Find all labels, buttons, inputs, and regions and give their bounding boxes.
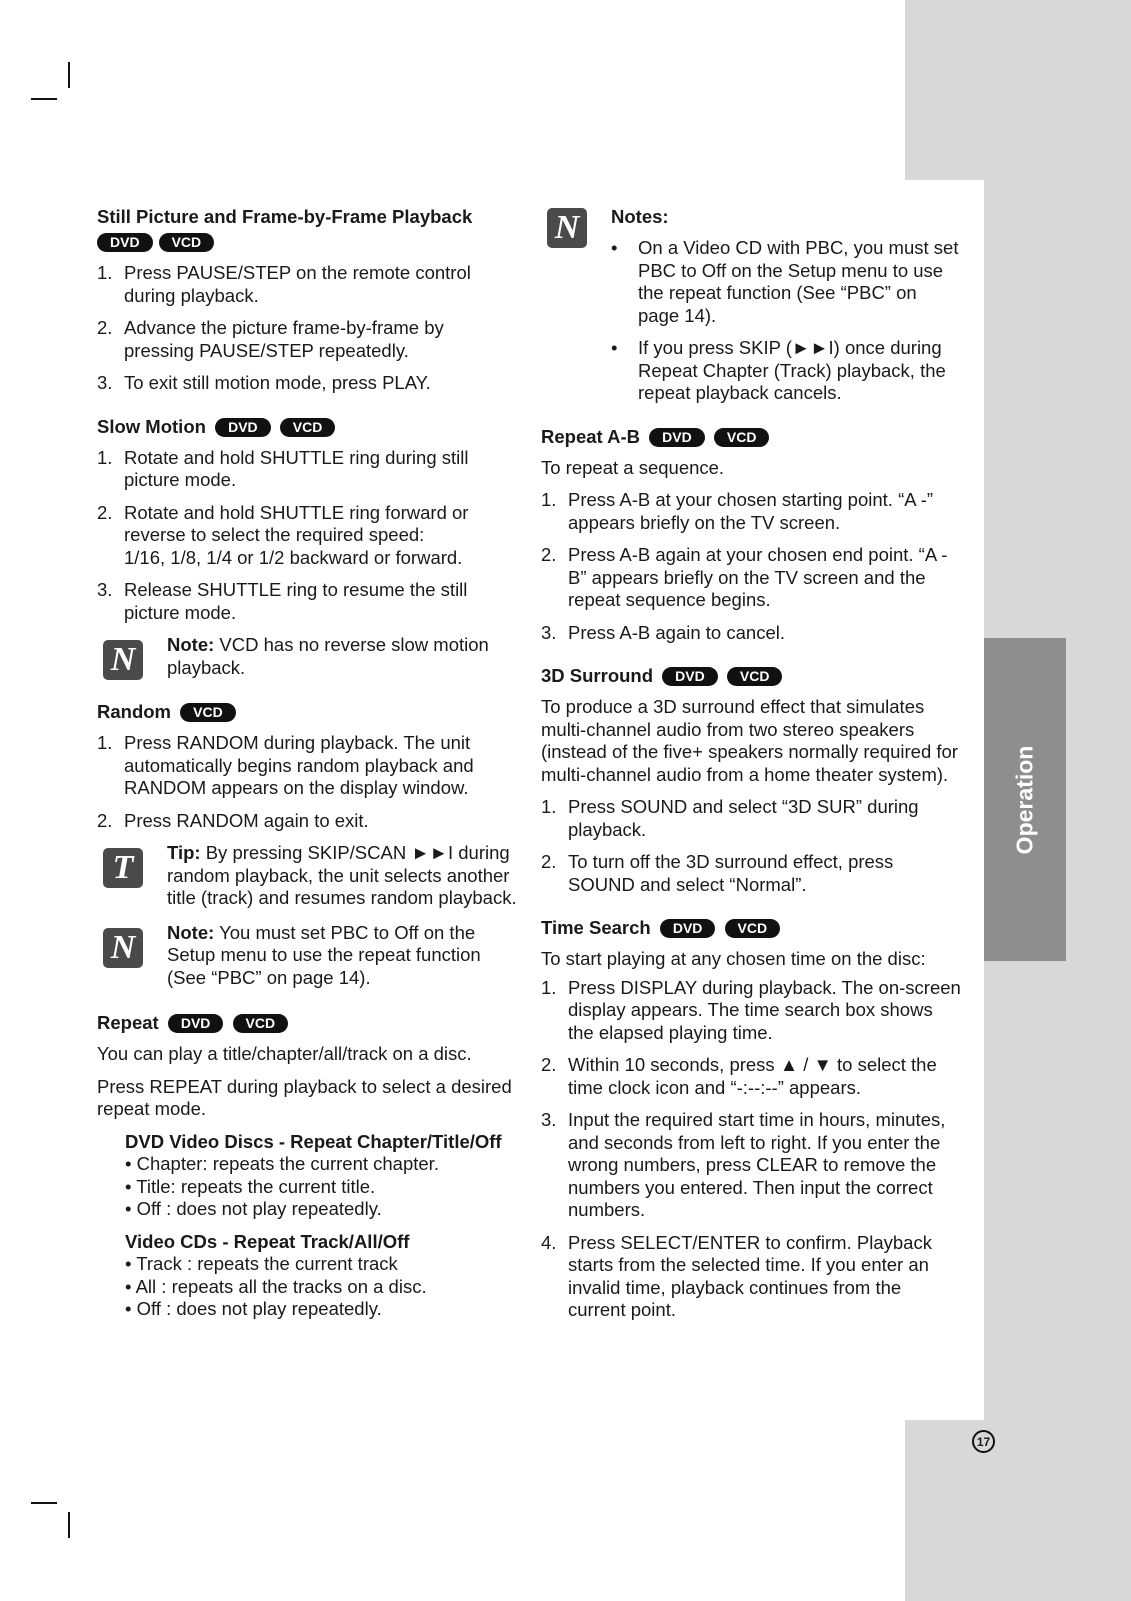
paragraph: You can play a title/chapter/all/track on a disc.	[97, 1043, 472, 1064]
slow-motion-section	[97, 415, 517, 681]
section-heading: Random VCD	[97, 700, 517, 723]
paragraph: Press REPEAT during playback to select a desired repeat mode.	[97, 1075, 512, 1119]
section-heading: 3D Surround DVD VCD	[541, 664, 961, 687]
list-item: • On a Video CD with PBC, you must set PBC to Off on the Setup menu to use the repeat function (See “PBC” on page 14).	[611, 237, 959, 326]
dvd-badge: DVD	[97, 233, 153, 252]
list-item: 2. Advance the picture frame-by-frame by pressing PAUSE/STEP repeatedly.	[97, 317, 444, 361]
note-box: N Note: VCD has no reverse slow motion playback.	[97, 634, 517, 680]
tip-box: T Tip: By pressing SKIP/SCAN ►►I during random playback, the unit selects another title (track) and resumes random playback.	[97, 842, 517, 910]
vcd-badge: VCD	[725, 919, 781, 938]
notes-box	[541, 205, 961, 405]
list-item: • If you press SKIP (►►I) once during Repeat Chapter (Track) playback, the repeat playback cancels.	[611, 337, 946, 403]
list-item: 4. Press SELECT/ENTER to confirm. Playback starts from the selected time. If you enter an invalid time, playback continues from the current point.	[541, 1231, 932, 1320]
section-heading: Repeat A-B DVD VCD	[541, 425, 961, 448]
paragraph: To start playing at any chosen time on the disc:	[541, 948, 926, 969]
repeat-section	[97, 1011, 517, 1321]
dvd-badge: DVD	[662, 667, 718, 686]
list-item: 2. Press A-B again at your chosen end point. “A - B” appears briefly on the TV screen and the repeat sequence begins.	[541, 544, 948, 610]
list-item: 3. To exit still motion mode, press PLAY.	[97, 372, 431, 393]
section-tab-label: Operation	[1011, 745, 1038, 854]
left-column	[97, 205, 517, 1341]
tip-icon: T	[103, 848, 143, 888]
vcd-badge: VCD	[714, 428, 770, 447]
crop-mark	[68, 1512, 70, 1538]
crop-mark	[68, 62, 70, 88]
list-item: 1. Rotate and hold SHUTTLE ring during still picture mode.	[97, 446, 469, 490]
vcd-badge: VCD	[159, 233, 215, 252]
page-number: 17	[972, 1430, 995, 1453]
dvd-repeat-modes: DVD Video Discs - Repeat Chapter/Title/Off • Chapter: repeats the current chapter. • Title: repeats the current title. • Off : does not play repeatedly.	[125, 1130, 502, 1219]
list-item: 2. To turn off the 3D surround effect, press SOUND and select “Normal”.	[541, 851, 894, 895]
section-heading: Time Search DVD VCD	[541, 916, 961, 939]
section-tab	[984, 638, 1066, 961]
3d-surround-section	[541, 664, 961, 896]
dvd-badge: DVD	[649, 428, 705, 447]
random-section	[97, 700, 517, 989]
section-heading: Still Picture and Frame-by-Frame Playback DVD VCD	[97, 206, 473, 250]
repeat-ab-section	[541, 425, 961, 645]
note-icon: N	[547, 208, 587, 248]
vcd-badge: VCD	[727, 667, 783, 686]
list-item: 2. Press RANDOM again to exit.	[97, 809, 369, 831]
crop-mark	[31, 1502, 57, 1504]
list-item: 1. Press A-B at your chosen starting point. “A -” appears briefly on the TV screen.	[541, 489, 934, 533]
list-item: 1. Press SOUND and select “3D SUR” during playback.	[541, 796, 919, 840]
dvd-badge: DVD	[215, 418, 271, 437]
list-item: 3. Input the required start time in hours, minutes, and seconds from left to right. If you enter the wrong numbers, press CLEAR to remove the numbers you entered. Then input the correct numbers.	[541, 1109, 946, 1220]
vcd-badge: VCD	[280, 418, 336, 437]
note-icon: N	[103, 640, 143, 680]
list-item: 2. Within 10 seconds, press ▲ / ▼ to select the time clock icon and “-:--:--” appears.	[541, 1054, 937, 1098]
section-heading: Repeat DVD VCD	[97, 1011, 517, 1034]
section-heading: Slow Motion DVD VCD	[97, 415, 517, 438]
dvd-badge: DVD	[660, 919, 716, 938]
vcd-badge: VCD	[180, 703, 236, 722]
dvd-badge: DVD	[168, 1014, 224, 1033]
list-item: 2. Rotate and hold SHUTTLE ring forward or reverse to select the required speed: 1/16, 1/8, 1/4 or 1/2 backward or forward.	[97, 501, 469, 568]
crop-mark	[31, 98, 57, 100]
side-margin-bottom	[905, 1420, 1131, 1601]
list-item: 1. Press RANDOM during playback. The unit automatically begins random playback and RANDOM appears on the display window.	[97, 732, 474, 798]
list-item: 3. Release SHUTTLE ring to resume the still picture mode.	[97, 579, 468, 623]
list-item: 1. Press DISPLAY during playback. The on-screen display appears. The time search box shows the elapsed playing time.	[541, 976, 961, 1043]
side-margin-top	[905, 0, 1131, 180]
still-picture-section	[97, 205, 517, 395]
time-search-section	[541, 916, 961, 1322]
right-column	[541, 205, 961, 1342]
vcd-badge: VCD	[233, 1014, 289, 1033]
paragraph: To repeat a sequence.	[541, 456, 725, 478]
note-box: N Note: You must set PBC to Off on the Setup menu to use the repeat function (See “PBC” on page 14).	[97, 922, 517, 990]
list-item: 1. Press PAUSE/STEP on the remote control during playback.	[97, 262, 471, 306]
list-item: 3. Press A-B again to cancel.	[541, 621, 785, 643]
paragraph: To produce a 3D surround effect that simulates multi-channel audio from two stereo speakers (instead of the five+ speakers normally required for multi-channel audio from a home theater system).	[541, 696, 958, 785]
vcd-repeat-modes: Video CDs - Repeat Track/All/Off • Track : repeats the current track • All : repeats all the tracks on a disc. • Off : does not play repeatedly.	[125, 1230, 427, 1319]
note-icon: N	[103, 928, 143, 968]
notes-heading: Notes:	[611, 206, 669, 227]
